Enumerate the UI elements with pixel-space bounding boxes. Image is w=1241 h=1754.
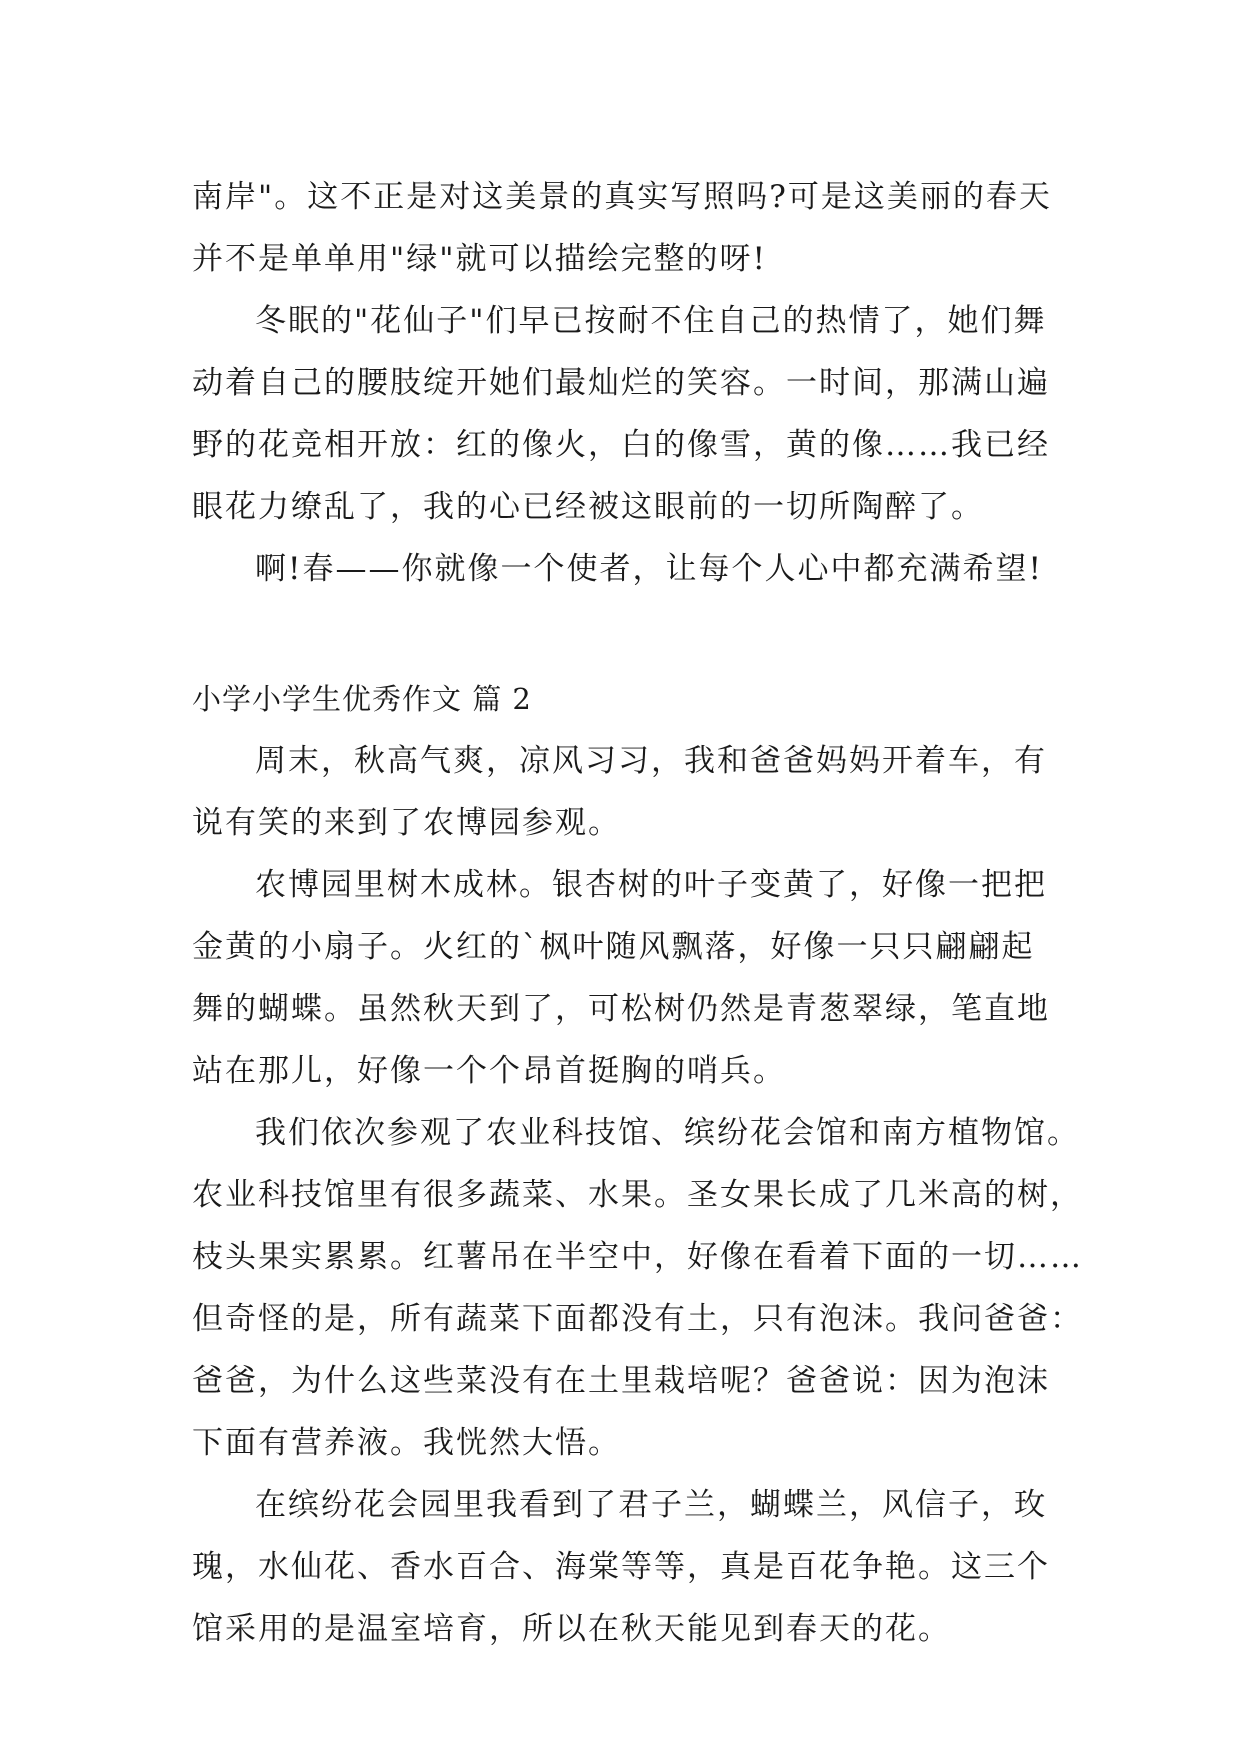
text-line: 馆采用的是温室培育，所以在秋天能见到春天的花。 — [192, 1611, 951, 1647]
text-line: 我们依次参观了农业科技馆、缤纷花会馆和南方植物馆。 — [255, 1115, 1080, 1151]
text-line: 在缤纷花会园里我看到了君子兰，蝴蝶兰，风信子，玫 — [255, 1487, 1047, 1523]
text-line: 站在那儿，好像一个个昂首挺胸的哨兵。 — [192, 1053, 786, 1089]
text-line: 金黄的小扇子。火红的`枫叶随风飘落，好像一只只翩翩起 — [192, 929, 1035, 965]
text-line: 舞的蝴蝶。虽然秋天到了，可松树仍然是青葱翠绿，笔直地 — [192, 991, 1050, 1027]
text-line: 周末，秋高气爽，凉风习习，我和爸爸妈妈开着车，有 — [255, 743, 1047, 779]
section-spacer — [192, 600, 1062, 668]
text-line: 爸爸，为什么这些菜没有在土里栽培呢？爸爸说：因为泡沫 — [192, 1363, 1050, 1399]
text-line: 农业科技馆里有很多蔬菜、水果。圣女果长成了几米高的树， — [192, 1177, 1083, 1213]
text-line: 动着自己的腰肢绽开她们最灿烂的笑容。一时间，那满山遍 — [192, 365, 1050, 401]
text-line: 枝头果实累累。红薯吊在半空中，好像在看着下面的一切…… — [192, 1239, 1083, 1275]
text-line: 冬眠的"花仙子"们早已按耐不住自己的热情了，她们舞 — [255, 303, 1047, 339]
text-line: 野的花竞相开放：红的像火，白的像雪，黄的像……我已经 — [192, 427, 1050, 463]
document-body — [192, 166, 1083, 1660]
text-line: 但奇怪的是，所有蔬菜下面都没有土，只有泡沫。我问爸爸： — [192, 1301, 1083, 1337]
text-line: 农博园里树木成林。银杏树的叶子变黄了，好像一把把 — [255, 867, 1047, 903]
text-line: 说有笑的来到了农博园参观。 — [192, 805, 621, 841]
text-line: 下面有营养液。我恍然大悟。 — [192, 1425, 621, 1461]
text-line: 南岸"。这不正是对这美景的真实写照吗?可是这美丽的春天 — [192, 179, 1052, 215]
text-line: 眼花力缭乱了，我的心已经被这眼前的一切所陶醉了。 — [192, 489, 984, 525]
text-line: 并不是单单用"绿"就可以描绘完整的呀! — [192, 241, 767, 277]
text-line: 啊!春——你就像一个使者，让每个人心中都充满希望! — [255, 551, 1043, 587]
text-line: 瑰，水仙花、香水百合、海棠等等，真是百花争艳。这三个 — [192, 1549, 1050, 1585]
section-heading: 小学小学生优秀作文 篇 2 — [192, 682, 532, 716]
